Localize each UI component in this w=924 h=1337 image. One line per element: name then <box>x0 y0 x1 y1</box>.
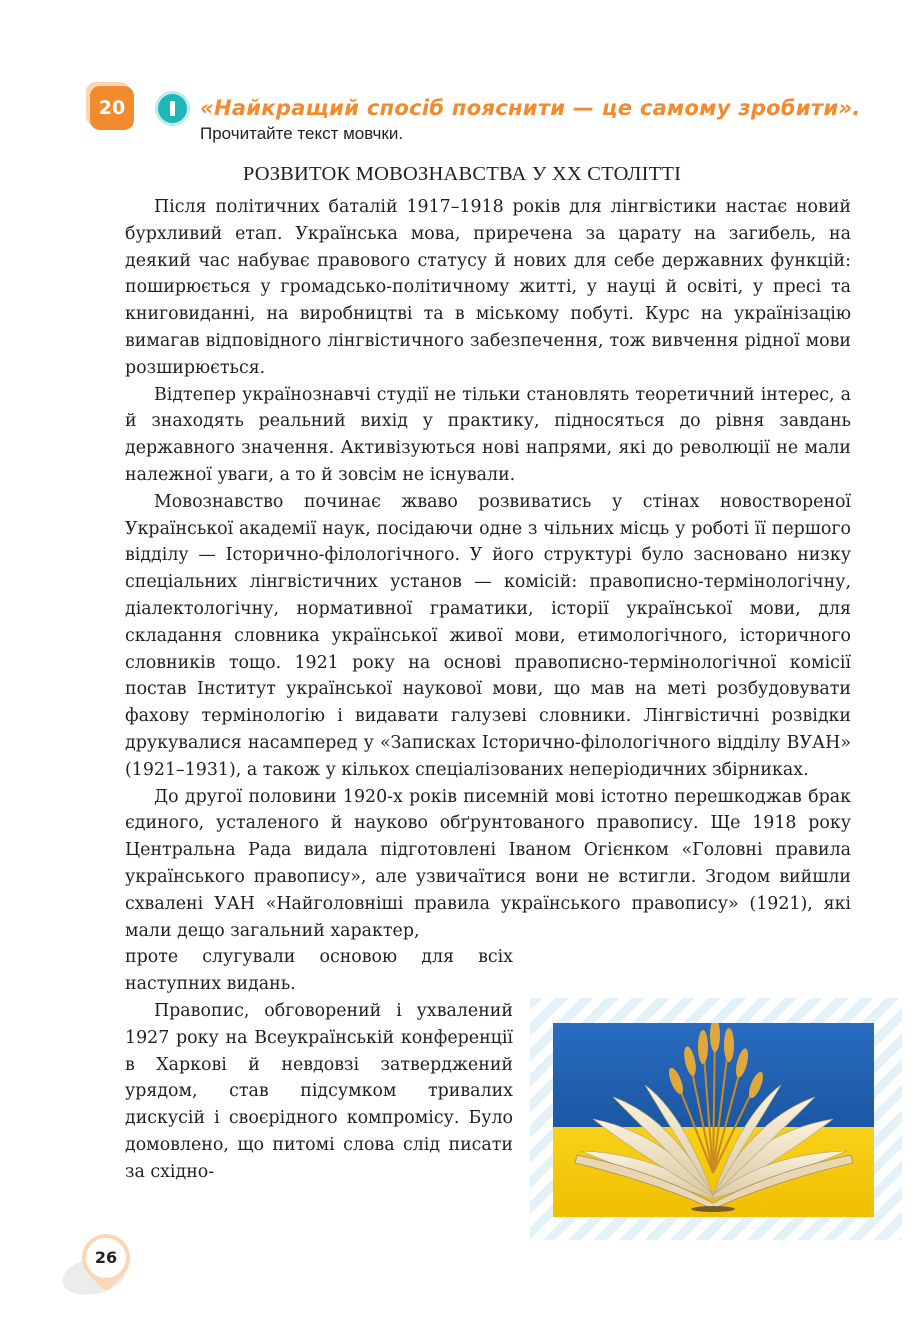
article-paragraph: До другої половини 1920-х років писемній мові істотно перешкоджав брак єдиного, усталеного й науково обґрунтованого правопису. Ще 1918 року Центральна Рада видала підготовлені Іваном Огієнком «Головні правила українського правопису», але узвичаїтися вони не встигли. Згодом вийшли схвалені УАН «Найголовніші правила українського правопису» (1921), які мали дещо загальний характер, <box>125 786 851 941</box>
article-title: РОЗВИТОК МОВОЗНАВСТВА У XX СТОЛІТТІ <box>242 163 682 185</box>
task-instruction: Прочитайте текст мовчки. <box>200 124 404 143</box>
article-paragraph: Відтепер українознавчі студії не тільки становлять теоретичний інтерес, а й знаходять реальний вихід у практику, підносяться до рівня завдань державного значення. Активізуються нові напрями, які до революції не мали належної уваги, а то й зовсім не існували. <box>125 384 851 485</box>
open-book-wheat-ukrainian-flag-image <box>553 1023 874 1217</box>
article-paragraph: Після політичних баталій 1917–1918 років для лінгвістики настає новий бурхливий етап. Українська мова, приречена за царату на загибель, на деякий час набуває правового статусу й нових для себе державних функцій: поширюється у громадсько-політичному житті, у науці й освіті, у пресі та книговиданні, на виробництві та в міському побуті. Курс на українізацію вимагав відповідного лінгвістичного забезпечення, тож вивчення рідної мови розширюється. <box>125 197 851 378</box>
article-paragraph: Мовознавство починає жваво розвиватись у стінах новоствореної Української академії наук, посідаючи одне з чільних місць у роботі її першого відділу — Історично-філологічного. У його структурі було засновано низку спеціальних лінгвістичних установ — комісій: правописно-термінологічну, діалектологічну, нормативної граматики, історії української мови, для складання словника української живої мови, етимологічного, історичного словників тощо. 1921 року на основі правописно-термінологічної комісії постав Інститут української наукової мови, що мав на меті розбудовувати фахову термінологію і видавати галузеві словники. Лінгвістичні розвідки друкувалися насамперед у «Записках Історично-філологічного відділу ВУАН» (1921–1931), а також у кількох спеціалізованих неперіодичних збірниках. <box>125 491 851 780</box>
page-number: 26 <box>94 1248 118 1267</box>
info-letter-i-icon <box>158 94 187 123</box>
task-motto: «Найкращий спосіб пояснити — це самому зробити». <box>200 96 861 120</box>
article-paragraph-tail: проте слугували основою для всіх наступних видань. <box>125 947 513 995</box>
exercise-number-badge: 20 <box>90 86 134 130</box>
article-paragraph: Правопис, обговорений і ухвалений 1927 року на Всеукраїнській конференції в Харкові й невдовзі затверджений урядом, став підсумком тривалих дискусій і своєрідного компромісу. Було домовлено, що питомі слова слід писати за східно- <box>125 1000 513 1182</box>
